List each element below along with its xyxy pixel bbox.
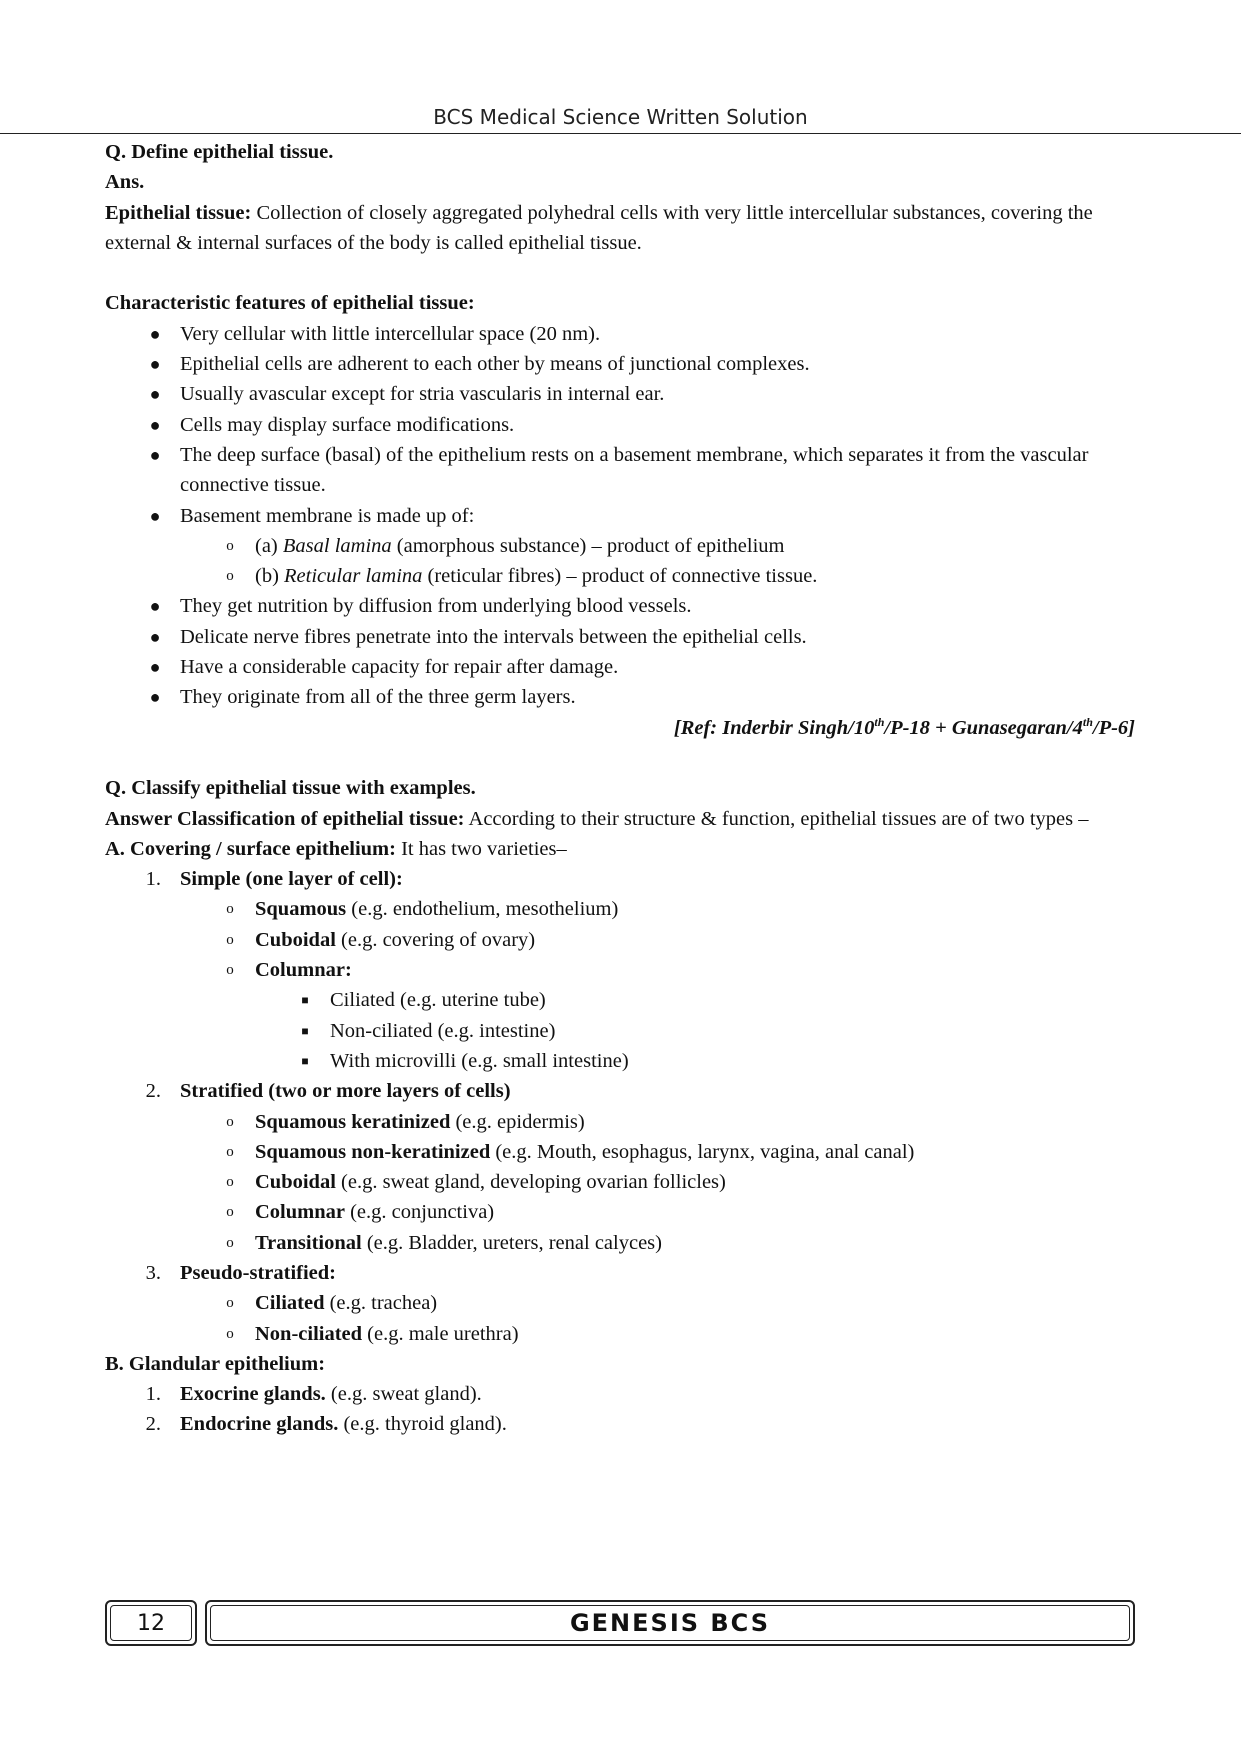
list-item: 2. Stratified (two or more layers of cells) xyxy=(145,1080,511,1103)
section-b-heading: B. Glandular epithelium: xyxy=(105,1352,326,1375)
reference-citation: [Ref: Inderbir Singh/10th/P-18 + Gunasegaran/4th/P-6] xyxy=(673,714,1135,739)
sub-list-item: o Columnar: xyxy=(105,955,1135,985)
question-1: Q. Define epithelial tissue. xyxy=(105,141,334,163)
sub-sub-list-item: ■ Non-ciliated (e.g. intestine) xyxy=(105,1016,1135,1046)
circle-bullet-icon: o xyxy=(226,1234,234,1251)
bullet-icon: ● xyxy=(149,657,161,678)
bullet-icon: ● xyxy=(149,505,161,526)
circle-bullet-icon: o xyxy=(226,931,234,948)
list-item: ● Cells may display surface modifications. xyxy=(105,410,1135,440)
answer-paragraph: Answer Classification of epithelial tissue: According to their structure & function, epithelial tissues are of two types – xyxy=(105,807,1089,830)
circle-bullet-icon: o xyxy=(226,1325,234,1342)
section-a-heading: A. Covering / surface epithelium: It has two varieties– xyxy=(105,837,567,860)
features-list xyxy=(105,319,1135,713)
sub-list-item: o Squamous (e.g. endothelium, mesothelium) xyxy=(105,894,1135,924)
sub-list-item: o Non-ciliated (e.g. male urethra) xyxy=(105,1319,1135,1349)
sub-list-item: o Columnar (e.g. conjunctiva) xyxy=(105,1197,1135,1227)
circle-bullet-icon: o xyxy=(226,1174,234,1191)
bullet-icon: ● xyxy=(149,596,161,617)
list-item: ● They originate from all of the three germ layers. xyxy=(105,682,1135,712)
circle-bullet-icon: o xyxy=(226,1204,234,1221)
circle-bullet-icon: o xyxy=(226,901,234,918)
square-bullet-icon: ■ xyxy=(301,993,309,1008)
list-item: ● Delicate nerve fibres penetrate into the intervals between the epithelial cells. xyxy=(105,622,1135,652)
sub-list-item: o Cuboidal (e.g. sweat gland, developing ovarian follicles) xyxy=(105,1167,1135,1197)
circle-bullet-icon: o xyxy=(226,962,234,979)
list-item: 3. Pseudo-stratified: xyxy=(145,1261,337,1284)
footer-brand-box xyxy=(205,1600,1135,1646)
bullet-icon: ● xyxy=(149,626,161,647)
sub-list-item: o (a) Basal lamina (amorphous substance) – product of epithelium xyxy=(105,531,1135,561)
list-item: ● Have a considerable capacity for repair after damage. xyxy=(105,652,1135,682)
circle-bullet-icon: o xyxy=(226,1143,234,1160)
definition-text: Collection of closely aggregated polyhedral cells with very little intercellular substances, covering the external & internal surfaces of the body is called epithelial tissue. xyxy=(105,201,1093,254)
definition-term: Epithelial tissue: xyxy=(105,201,252,224)
definition-paragraph xyxy=(105,198,1135,259)
page-number-box xyxy=(105,1600,197,1646)
list-item: ● Epithelial cells are adherent to each other by means of junctional complexes. xyxy=(105,349,1135,379)
list-item: 1. Exocrine glands. (e.g. sweat gland). xyxy=(145,1383,482,1406)
bullet-icon: ● xyxy=(149,323,161,344)
circle-bullet-icon: o xyxy=(226,568,234,585)
sub-list-item: o Squamous non-keratinized (e.g. Mouth, esophagus, larynx, vagina, anal canal) xyxy=(105,1137,1135,1167)
page-number: 12 xyxy=(137,1611,165,1636)
covering-epithelium-list xyxy=(105,864,1135,1349)
sub-sub-list-item: ■ With microvilli (e.g. small intestine) xyxy=(105,1046,1135,1076)
list-item: ● Basement membrane is made up of: xyxy=(105,501,1135,531)
list-item: ● Very cellular with little intercellular space (20 nm). xyxy=(105,319,1135,349)
list-item: 1. Simple (one layer of cell): xyxy=(145,868,403,891)
bullet-icon: ● xyxy=(149,444,161,465)
sub-sub-list-item: ■ Ciliated (e.g. uterine tube) xyxy=(105,985,1135,1015)
question-2: Q. Classify epithelial tissue with examples. xyxy=(105,777,476,800)
sub-list-item: o Squamous keratinized (e.g. epidermis) xyxy=(105,1107,1135,1137)
list-item: 2. Endocrine glands. (e.g. thyroid gland). xyxy=(145,1413,507,1436)
page-content xyxy=(105,137,1135,1440)
sub-list-item: o Cuboidal (e.g. covering of ovary) xyxy=(105,925,1135,955)
circle-bullet-icon: o xyxy=(226,537,234,554)
bullet-icon: ● xyxy=(149,414,161,435)
answer-label: Ans. xyxy=(105,171,145,194)
sub-list-item: o (b) Reticular lamina (reticular fibres) – product of connective tissue. xyxy=(105,561,1135,591)
square-bullet-icon: ■ xyxy=(301,1023,309,1038)
sub-list-item: o Transitional (e.g. Bladder, ureters, renal calyces) xyxy=(105,1228,1135,1258)
list-item: ● They get nutrition by diffusion from underlying blood vessels. xyxy=(105,591,1135,621)
header-rule xyxy=(0,133,1241,134)
features-heading: Characteristic features of epithelial tissue: xyxy=(105,292,475,315)
sub-list-item: o Ciliated (e.g. trachea) xyxy=(105,1288,1135,1318)
circle-bullet-icon: o xyxy=(226,1295,234,1312)
circle-bullet-icon: o xyxy=(226,1113,234,1130)
list-item: ● The deep surface (basal) of the epithelium rests on a basement membrane, which separates it from the vascular connective tissue. xyxy=(105,440,1135,501)
list-item: ● Usually avascular except for stria vascularis in internal ear. xyxy=(105,379,1135,409)
footer-brand: GENESIS BCS xyxy=(569,1609,771,1637)
square-bullet-icon: ■ xyxy=(301,1053,309,1068)
bullet-icon: ● xyxy=(149,384,161,405)
bullet-icon: ● xyxy=(149,687,161,708)
bullet-icon: ● xyxy=(149,354,161,375)
glandular-epithelium-list xyxy=(105,1379,1135,1440)
page-header-title: BCS Medical Science Written Solution xyxy=(433,105,808,129)
